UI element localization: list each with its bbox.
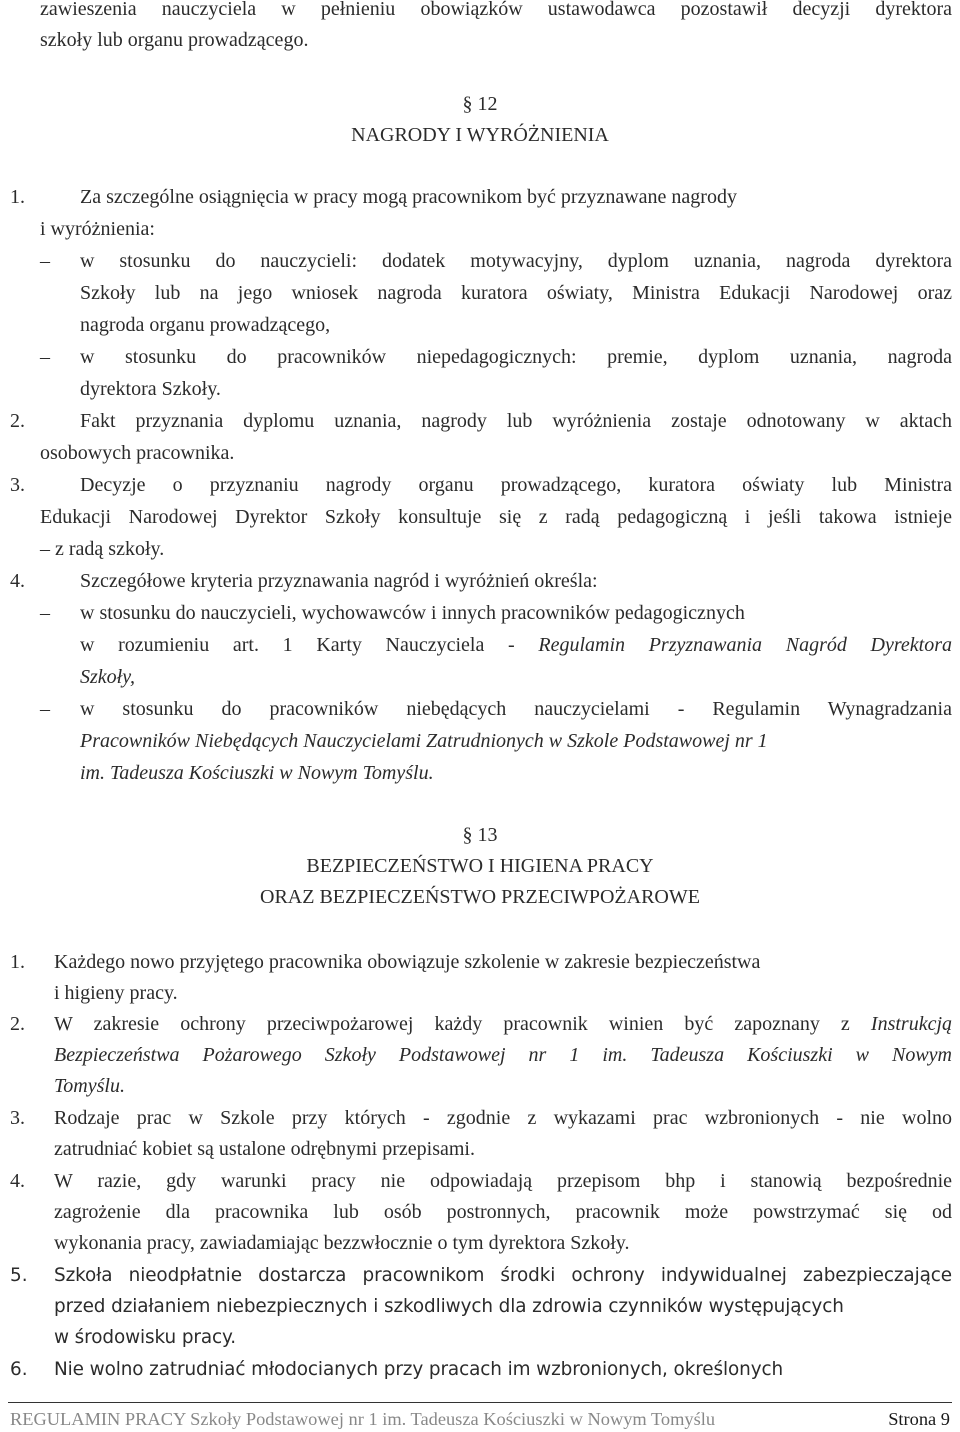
list-number: 3.	[10, 474, 25, 496]
document-title-italic: Szkoły,	[80, 666, 135, 688]
page-number: Strona 9	[888, 1409, 950, 1429]
paragraph-line: dyrektora Szkoły.	[80, 378, 221, 400]
paragraph-line	[54, 1040, 952, 1071]
list-number: 3.	[10, 1107, 25, 1129]
paragraph-line: w stosunku do pracowników niebędących nauczycielami - Regulamin Wynagradzania	[80, 698, 952, 720]
list-number: 1.	[10, 951, 25, 973]
paragraph-line: Rodzaje prac w Szkole przy których - zgodnie z wykazami prac wzbronionych - nie wolno	[54, 1107, 952, 1129]
paragraph-line: Decyzje o przyznaniu nagrody organu prowadzącego, kuratora oświaty lub Ministra	[80, 474, 952, 496]
list-number: 2.	[10, 1013, 25, 1035]
paragraph-line: Fakt przyznania dyplomu uznania, nagrody lub wyróżnienia zostaje odnotowany w aktach	[80, 410, 952, 432]
paragraph-line: zagrożenie dla pracownika lub osób postronnych, pracownik może powstrzymać się od	[54, 1201, 952, 1223]
section-number: § 12	[462, 93, 498, 115]
paragraph-line: i wyróżnienia:	[40, 218, 155, 240]
paragraph-line: Szkoły lub na jego wniosek nagroda kuratora oświaty, Ministra Edukacji Narodowej oraz	[80, 282, 952, 304]
footer-document-title: REGULAMIN PRACY Szkoły Podstawowej nr 1 im. Tadeusza Kościuszki w Nowym Tomyślu	[10, 1409, 716, 1429]
text-span: W zakresie ochrony przeciwpożarowej każdy pracownik winien być zapoznany z	[54, 1013, 871, 1035]
document-title-italic: Regulamin Przyznawania Nagród Dyrektora	[538, 634, 952, 656]
list-number: 5.	[10, 1265, 28, 1286]
paragraph-line: Szczegółowe kryteria przyznawania nagród i wyróżnień określa:	[80, 570, 598, 592]
section-title: ORAZ BEZPIECZEŃSTWO PRZECIWPOŻAROWE	[260, 886, 700, 908]
section-number: § 13	[462, 824, 498, 846]
dash-bullet: –	[40, 250, 50, 272]
paragraph-line	[80, 726, 768, 757]
paragraph-line: zatrudniać kobiet są ustalone odrębnymi przepisami.	[54, 1138, 475, 1160]
paragraph-line: przed działaniem niebezpiecznych i szkodliwych dla zdrowia czynników występujących	[54, 1296, 844, 1317]
paragraph-line: wykonania pracy, zawiadamiając bezzwłocznie o tym dyrektora Szkoły.	[54, 1232, 630, 1254]
document-title-italic: Pracowników Niebędących Nauczycielami Zatrudnionych w Szkole Podstawowej nr 1	[80, 730, 768, 752]
list-number: 2.	[10, 410, 25, 432]
dash-bullet: –	[40, 346, 50, 368]
list-number: 6.	[10, 1359, 28, 1380]
paragraph-line: W razie, gdy warunki pracy nie odpowiadają przepisom bhp i stanowią bezpośrednie	[54, 1170, 952, 1192]
paragraph-line: Każdego nowo przyjętego pracownika obowiązuje szkolenie w zakresie bezpieczeństwa	[54, 951, 761, 973]
paragraph-line: zawieszenia nauczyciela w pełnieniu obowiązków ustawodawca pozostawił decyzji dyrektora	[40, 0, 952, 20]
footer-divider	[8, 1402, 952, 1403]
text-span: w rozumieniu art. 1 Karty Nauczyciela -	[80, 634, 539, 656]
paragraph-line: Nie wolno zatrudniać młodocianych przy pracach im wzbronionych, określonych	[54, 1359, 784, 1380]
paragraph-line: Szkoła nieodpłatnie dostarcza pracownikom środki ochrony indywidualnej zabezpieczające	[54, 1265, 952, 1286]
paragraph-line: Za szczególne osiągnięcia w pracy mogą pracownikom być przyznawane nagrody	[80, 186, 737, 208]
section-title: BEZPIECZEŃSTWO I HIGIENA PRACY	[306, 855, 654, 877]
document-title-italic: Instrukcją	[870, 1013, 952, 1035]
paragraph-line: nagroda organu prowadzącego,	[80, 314, 331, 336]
list-number: 4.	[10, 570, 25, 592]
paragraph-line: w środowisku pracy.	[54, 1327, 236, 1348]
paragraph-line: w stosunku do nauczycieli, wychowawców i innych pracowników pedagogicznych	[80, 602, 745, 624]
paragraph-line: w stosunku do pracowników niepedagogicznych: premie, dyplom uznania, nagroda	[80, 346, 952, 368]
paragraph-line	[80, 662, 135, 693]
paragraph-line	[54, 1009, 952, 1040]
paragraph-line: szkoły lub organu prowadzącego.	[40, 29, 309, 51]
dash-bullet: –	[40, 602, 50, 624]
document-title-italic: Bezpieczeństwa Pożarowego Szkoły Podstawowej nr 1 im. Tadeusza Kościuszki w Nowym	[54, 1044, 952, 1066]
document-title-italic: Tomyślu.	[54, 1075, 125, 1097]
dash-bullet: –	[40, 698, 50, 720]
section-title: NAGRODY I WYRÓŻNIENIA	[351, 124, 609, 146]
paragraph-line: – z radą szkoły.	[40, 538, 165, 560]
paragraph-line	[54, 1071, 125, 1102]
paragraph-line: Edukacji Narodowej Dyrektor Szkoły konsultuje się z radą pedagogiczną i jeśli takowa istnieje	[40, 506, 952, 528]
list-number: 1.	[10, 186, 25, 208]
paragraph-line	[80, 630, 952, 661]
paragraph-line: i higieny pracy.	[54, 982, 178, 1004]
paragraph-line: osobowych pracownika.	[40, 442, 235, 464]
document-title-italic: im. Tadeusza Kościuszki w Nowym Tomyślu.	[80, 762, 434, 784]
paragraph-line	[80, 758, 434, 789]
list-number: 4.	[10, 1170, 25, 1192]
paragraph-line: w stosunku do nauczycieli: dodatek motywacyjny, dyplom uznania, nagroda dyrektora	[80, 250, 952, 272]
